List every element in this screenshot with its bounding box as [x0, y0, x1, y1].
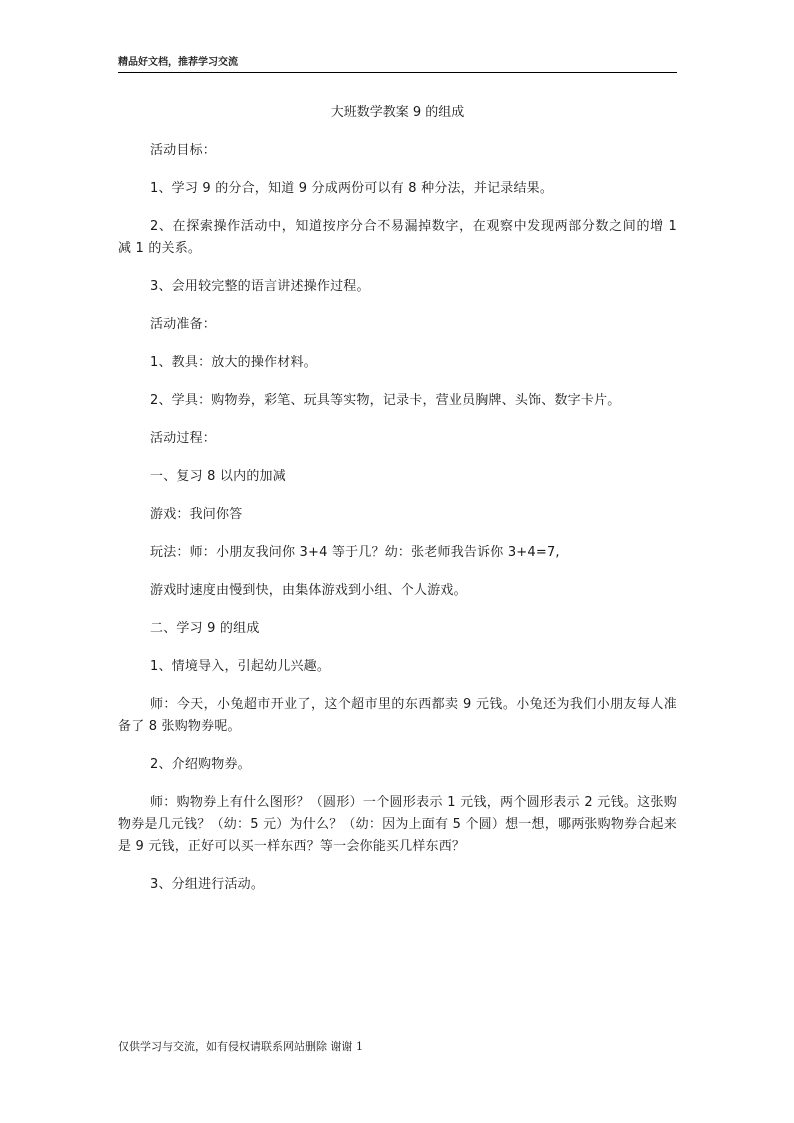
document-body — [118, 140, 677, 912]
paragraph: 2、学具：购物券，彩笔、玩具等实物，记录卡，营业员胸牌、头饰、数字卡片。 — [150, 393, 621, 408]
paragraph: 一、复习 8 以内的加减 — [150, 469, 286, 484]
paragraph: 二、学习 9 的组成 — [150, 621, 260, 636]
paragraph: 2、介绍购物券。 — [150, 757, 251, 772]
paragraph: 2、在探索操作活动中，知道按序分合不易漏掉数字，在观察中发现两部分数之间的增 1 减 1 的关系。 — [118, 219, 677, 256]
paragraph: 活动准备： — [150, 317, 217, 332]
paragraph: 活动过程： — [150, 431, 217, 446]
page-header — [118, 56, 677, 73]
paragraph: 1、教具：放大的操作材料。 — [150, 355, 317, 370]
paragraph: 3、分组进行活动。 — [150, 877, 265, 892]
paragraph: 1、情境导入，引起幼儿兴趣。 — [150, 659, 331, 674]
paragraph: 玩法：师：小朋友我问你 3+4 等于几？幼：张老师我告诉你 3+4=7, — [150, 545, 560, 560]
paragraph: 1、学习 9 的分合，知道 9 分成两份可以有 8 种分法，并记录结果。 — [150, 181, 554, 196]
page-footer: 仅供学习与交流，如有侵权请联系网站删除 谢谢 1 — [118, 1040, 363, 1053]
header-text: 精品好文档，推荐学习交流 — [118, 57, 238, 68]
paragraph: 师：购物券上有什么图形？（圆形）一个圆形表示 1 元钱，两个圆形表示 2 元钱。这张购物券是几元钱？（幼：5 元）为什么？（幼：因为上面有 5 个圆）想一想，哪两张购物券合起来是 9 元钱，正好可以买一样东西？等一会你能买几样东西？ — [118, 795, 677, 854]
paragraph: 游戏时速度由慢到快，由集体游戏到小组、个人游戏。 — [150, 583, 467, 598]
document-title: 大班数学教案 9 的组成 — [330, 105, 465, 120]
paragraph: 活动目标： — [150, 143, 217, 158]
paragraph: 3、会用较完整的语言讲述操作过程。 — [150, 279, 370, 294]
paragraph: 师：今天，小兔超市开业了，这个超市里的东西都卖 9 元钱。小兔还为我们小朋友每人准备了 8 张购物券呢。 — [118, 697, 677, 734]
paragraph: 游戏：我问你答 — [150, 507, 243, 522]
